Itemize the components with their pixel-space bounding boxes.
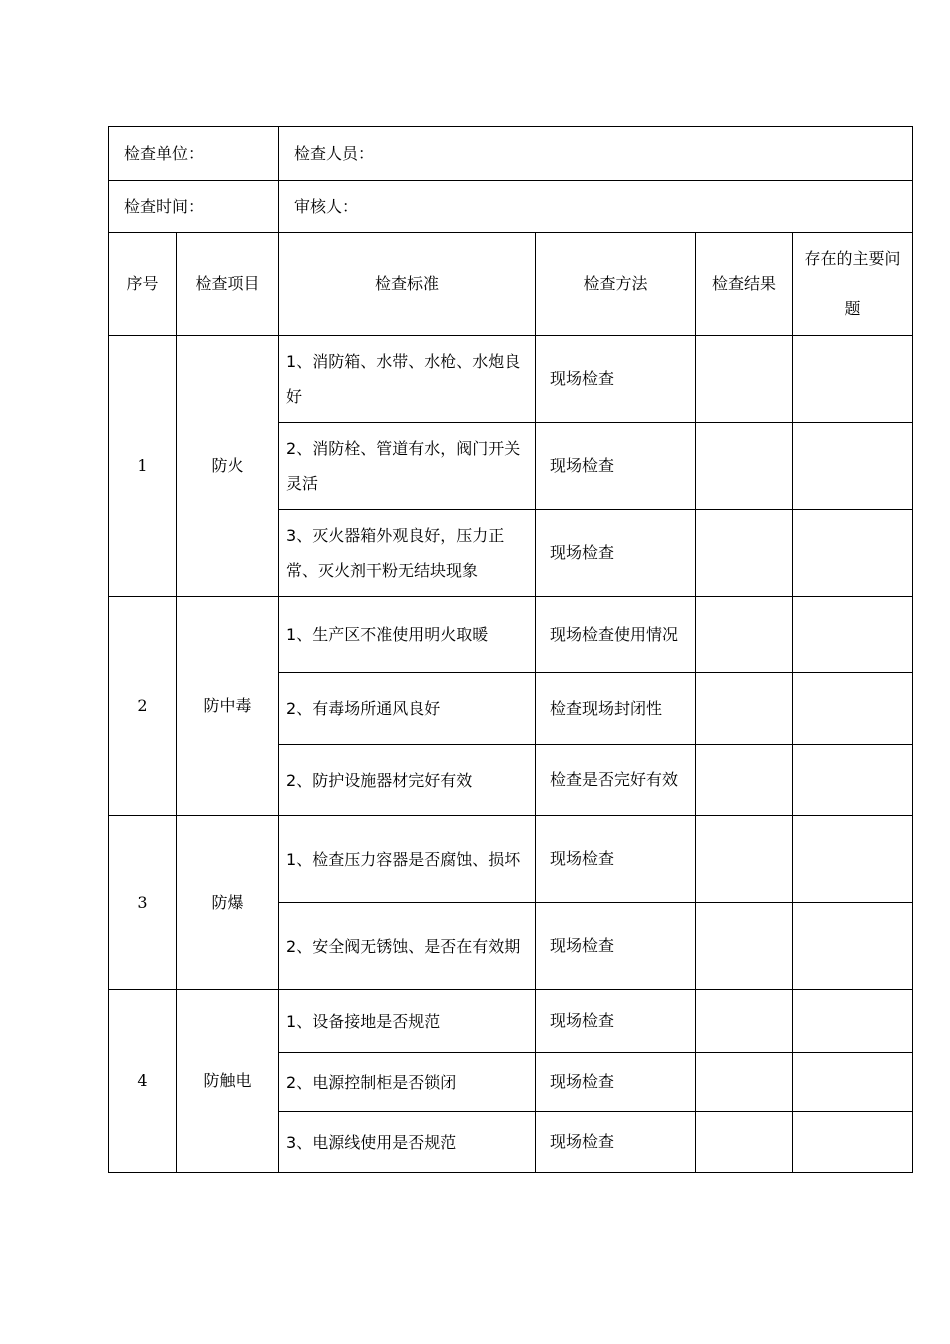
standard-cell: 2、防护设施器材完好有效	[279, 745, 536, 816]
method-cell: 现场检查	[536, 510, 696, 597]
standard-cell: 3、灭火器箱外观良好，压力正常、灭火剂干粉无结块现象	[279, 510, 536, 597]
result-cell[interactable]	[696, 1112, 793, 1173]
method-cell: 检查现场封闭性	[536, 673, 696, 745]
time-label: 检查时间：	[109, 181, 279, 233]
result-cell[interactable]	[696, 510, 793, 597]
problems-cell[interactable]	[793, 990, 913, 1053]
problems-cell[interactable]	[793, 336, 913, 423]
info-row-1	[109, 127, 913, 181]
method-cell: 现场检查	[536, 423, 696, 510]
method-cell: 现场检查	[536, 990, 696, 1053]
item-cell: 防爆	[177, 816, 279, 990]
header-item: 检查项目	[177, 233, 279, 336]
problems-cell[interactable]	[793, 510, 913, 597]
problems-cell[interactable]	[793, 673, 913, 745]
seq-cell: 1	[109, 336, 177, 597]
item-cell: 防火	[177, 336, 279, 597]
result-cell[interactable]	[696, 816, 793, 903]
problems-cell[interactable]	[793, 423, 913, 510]
inspector-label: 检查人员：	[279, 127, 913, 181]
result-cell[interactable]	[696, 336, 793, 423]
method-cell: 现场检查	[536, 1053, 696, 1112]
table-row	[109, 816, 913, 903]
item-cell: 防中毒	[177, 597, 279, 816]
standard-cell: 1、消防箱、水带、水枪、水炮良好	[279, 336, 536, 423]
table-row	[109, 336, 913, 423]
result-cell[interactable]	[696, 673, 793, 745]
header-row	[109, 233, 913, 336]
problems-cell[interactable]	[793, 903, 913, 990]
standard-cell: 2、安全阀无锈蚀、是否在有效期	[279, 903, 536, 990]
problems-cell[interactable]	[793, 1112, 913, 1173]
standard-cell: 3、电源线使用是否规范	[279, 1112, 536, 1173]
result-cell[interactable]	[696, 423, 793, 510]
problems-cell[interactable]	[793, 745, 913, 816]
standard-cell: 2、电源控制柜是否锁闭	[279, 1053, 536, 1112]
header-seq: 序号	[109, 233, 177, 336]
unit-label: 检查单位：	[109, 127, 279, 181]
result-cell[interactable]	[696, 903, 793, 990]
method-cell: 现场检查	[536, 903, 696, 990]
standard-cell: 1、生产区不准使用明火取暖	[279, 597, 536, 673]
header-standard: 检查标准	[279, 233, 536, 336]
header-problems: 存在的主要问题	[793, 233, 913, 336]
header-result: 检查结果	[696, 233, 793, 336]
problems-cell[interactable]	[793, 1053, 913, 1112]
problems-cell[interactable]	[793, 816, 913, 903]
method-cell: 现场检查	[536, 1112, 696, 1173]
result-cell[interactable]	[696, 745, 793, 816]
standard-cell: 1、检查压力容器是否腐蚀、损坏	[279, 816, 536, 903]
item-cell: 防触电	[177, 990, 279, 1173]
result-cell[interactable]	[696, 1053, 793, 1112]
reviewer-label: 审核人：	[279, 181, 913, 233]
info-row-2	[109, 181, 913, 233]
method-cell: 现场检查	[536, 336, 696, 423]
standard-cell: 2、消防栓、管道有水，阀门开关灵活	[279, 423, 536, 510]
seq-cell: 4	[109, 990, 177, 1173]
method-cell: 现场检查使用情况	[536, 597, 696, 673]
method-cell: 现场检查	[536, 816, 696, 903]
problems-cell[interactable]	[793, 597, 913, 673]
result-cell[interactable]	[696, 597, 793, 673]
seq-cell: 2	[109, 597, 177, 816]
table-row	[109, 990, 913, 1053]
standard-cell: 1、设备接地是否规范	[279, 990, 536, 1053]
header-method: 检查方法	[536, 233, 696, 336]
inspection-table	[108, 126, 913, 1173]
method-cell: 检查是否完好有效	[536, 745, 696, 816]
result-cell[interactable]	[696, 990, 793, 1053]
seq-cell: 3	[109, 816, 177, 990]
standard-cell: 2、有毒场所通风良好	[279, 673, 536, 745]
table-row	[109, 597, 913, 673]
